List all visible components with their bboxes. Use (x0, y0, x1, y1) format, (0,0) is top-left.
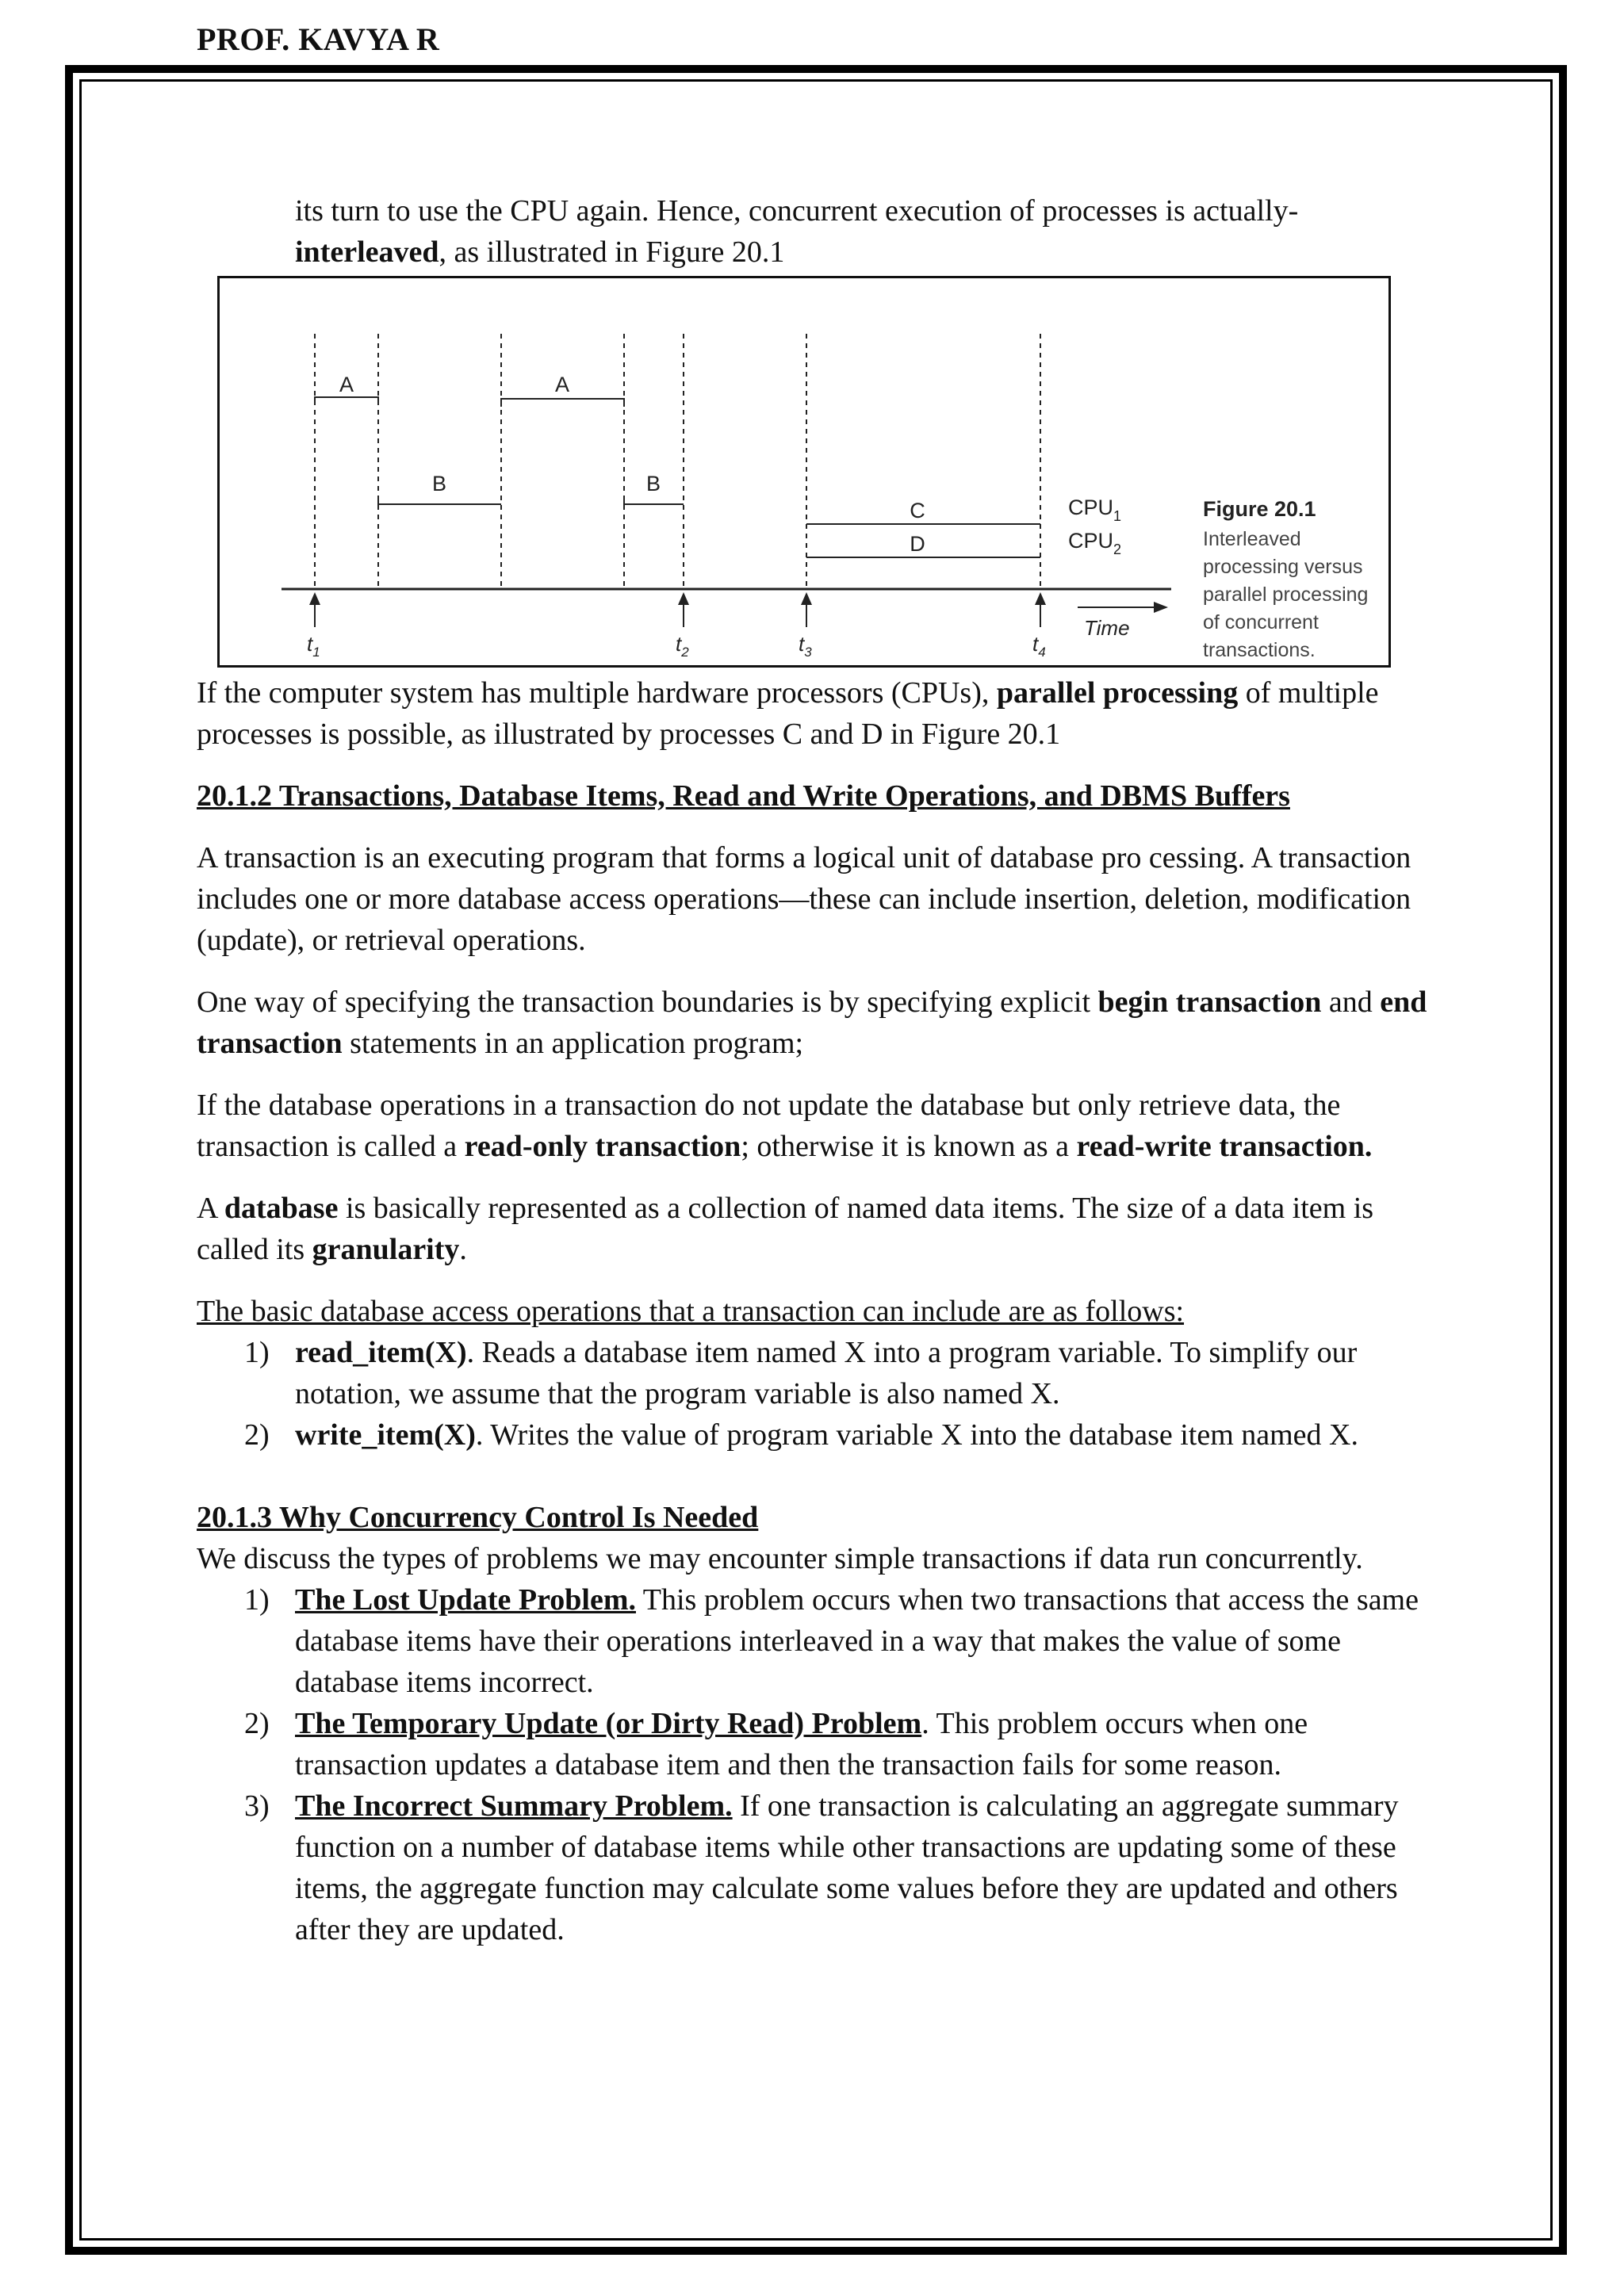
page-header-author: PROF. KAVYA R (197, 21, 440, 57)
paragraph-text: If the database operations in a transaction do not update the database but only retrieve data, the transaction is called a (197, 1089, 1341, 1163)
dashed-time-markers (315, 334, 1040, 589)
problem-title: The Incorrect Summary Problem. (295, 1789, 733, 1823)
time-point-arrowheads (309, 592, 1046, 605)
process-label-b: B (645, 472, 661, 496)
bold-term: granularity (312, 1233, 460, 1266)
time-arrow-icon (1154, 602, 1168, 613)
list-item (197, 1703, 1434, 1785)
bold-term: read-write transaction. (1076, 1130, 1373, 1163)
time-point-t2: $t_2$ (676, 632, 689, 660)
list-number: 3) (244, 1789, 270, 1823)
section-heading-20-1-3: 20.1.3 Why Concurrency Control Is Needed (197, 1501, 759, 1534)
paragraph-text: is basically represented as a collection of named data items. The size of a data item is called its (197, 1192, 1374, 1266)
paragraph-text: If the computer system has multiple hardware processors (CPUs), (197, 676, 997, 710)
concurrency-intro-paragraph: We discuss the types of problems we may encounter simple transactions if data run concurrently. (197, 1542, 1363, 1575)
problem-description: This problem occurs when two transactions that access the same database items have their operations interleaved in a way that makes the value of some database items incorrect. (295, 1583, 1419, 1699)
transaction-boundaries-paragraph (197, 982, 1434, 1064)
bold-term: end transaction (197, 985, 1427, 1060)
list-item (197, 1785, 1434, 1950)
problem-title: The Lost Update Problem. (295, 1583, 636, 1617)
page-content (197, 190, 1434, 1950)
problems-list (197, 1579, 1434, 1950)
list-number: 2) (244, 1707, 270, 1740)
paragraph-text: and (1321, 985, 1381, 1019)
basic-operations-intro: The basic database access operations that a transaction can include are as follows: (197, 1295, 1185, 1328)
list-number: 1) (244, 1336, 270, 1369)
operation-name: write_item(X) (295, 1418, 476, 1452)
operation-name: read_item(X) (295, 1336, 467, 1369)
process-label-c: C (910, 499, 925, 522)
read-only-paragraph (197, 1085, 1434, 1167)
operation-description: . Writes the value of program variable X into the database item named X. (475, 1418, 1358, 1452)
intro-line: its turn to use the CPU again. Hence, concurrent execution of processes is actually- (295, 194, 1299, 228)
figure-caption-line: transactions. (1203, 639, 1316, 661)
operations-list (197, 1332, 1434, 1456)
time-point-t1: $t_1$ (307, 632, 320, 660)
cpu2-label: $CPU_2$ (1068, 529, 1122, 557)
process-label-a: A (339, 373, 354, 396)
database-granularity-paragraph (197, 1188, 1434, 1270)
cpu1-label: $CPU_1$ (1068, 496, 1122, 524)
figure-diagram (220, 278, 1388, 665)
list-item (197, 1414, 1434, 1456)
problem-description: . This problem occurs when one transaction updates a database item and then the transaction fails for some reason. (295, 1707, 1308, 1781)
bold-term: database (224, 1192, 339, 1225)
paragraph-text: statements in an application program; (342, 1027, 804, 1060)
process-label-d: D (910, 532, 925, 556)
process-label-b: B (431, 472, 447, 496)
problem-description: If one transaction is calculating an aggregate summary function on a number of database items while other transactions are updating some of these items, the aggregate function may calculate some values before they are updated and others after they are updated. (295, 1789, 1399, 1946)
parallel-processing-paragraph (197, 672, 1434, 755)
intro-bold-term: interleaved (295, 235, 439, 269)
list-number: 1) (244, 1583, 270, 1617)
bold-term: parallel processing (996, 676, 1239, 710)
bold-term: read-only transaction (464, 1130, 741, 1163)
intro-rest: , as illustrated in Figure 20.1 (439, 235, 785, 269)
figure-caption-line: Interleaved (1203, 528, 1301, 550)
list-item (197, 1332, 1434, 1414)
figure-caption-title: Figure 20.1 (1203, 497, 1316, 521)
time-point-t4: $t_4$ (1032, 632, 1046, 660)
list-item (197, 1579, 1434, 1703)
bold-term: begin transaction (1097, 985, 1322, 1019)
time-label: Time (1084, 616, 1130, 640)
paragraph-text: One way of specifying the transaction boundaries is by specifying explicit (197, 985, 1098, 1019)
time-point-arrows (315, 599, 1040, 627)
time-point-t3: $t_3$ (799, 632, 812, 660)
figure-caption-line: processing versus (1203, 556, 1363, 578)
paragraph-text: of multiple processes is possible, as illustrated by processes C and D in Figure 20.1 (197, 676, 1379, 751)
process-bars (315, 397, 1040, 557)
process-label-a: A (554, 373, 570, 396)
section-heading-20-1-2: 20.1.2 Transactions, Database Items, Read and Write Operations, and DBMS Buffers (197, 779, 1290, 813)
transaction-definition-paragraph: A transaction is an executing program that forms a logical unit of database pro cessing. A transaction includes one or more database access operations—these can include insertion, deletion, modification (update), or retrieval operations. (197, 841, 1411, 957)
paragraph-text: . (459, 1233, 467, 1266)
paragraph-text: ; otherwise it is known as a (741, 1130, 1077, 1163)
problem-title: The Temporary Update (or Dirty Read) Problem (295, 1707, 922, 1740)
paragraph-text: A (197, 1192, 224, 1225)
operation-description: . Reads a database item named X into a program variable. To simplify our notation, we assume that the program variable is also named X. (295, 1336, 1358, 1410)
figure-20-1 (217, 276, 1391, 668)
figure-caption-line: of concurrent (1203, 611, 1319, 633)
intro-paragraph (197, 190, 1434, 273)
list-number: 2) (244, 1418, 270, 1452)
figure-caption-line: parallel processing (1203, 584, 1369, 606)
